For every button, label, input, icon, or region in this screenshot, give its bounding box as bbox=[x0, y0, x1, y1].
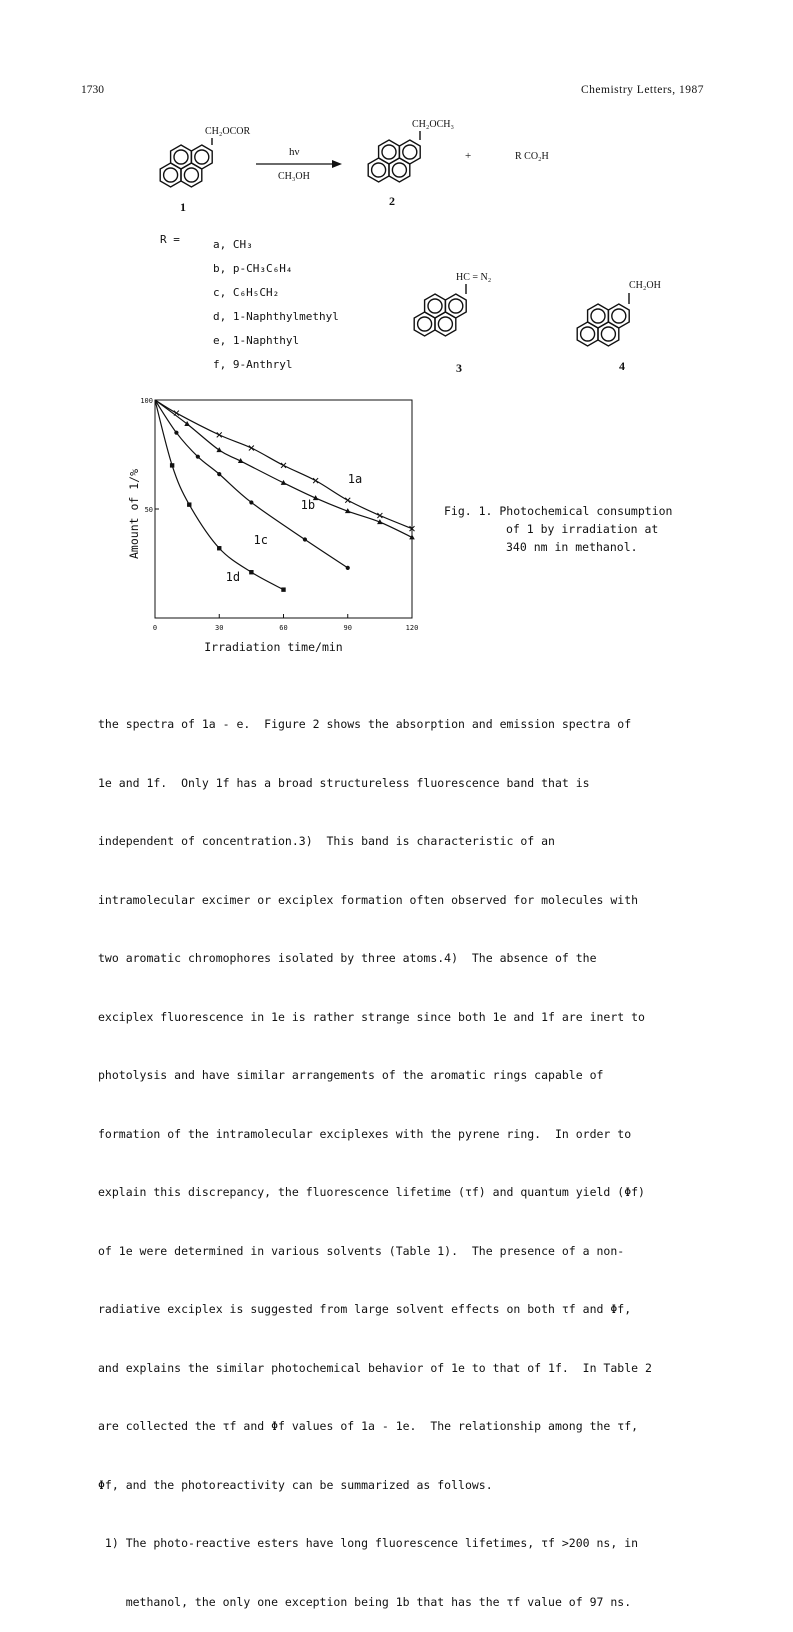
data-point-1a bbox=[313, 478, 318, 483]
reaction-scheme bbox=[0, 0, 793, 390]
arrow-bottom-label: CH₃OH bbox=[278, 171, 310, 182]
body-line: of 1e were determined in various solvents (Table 1). The presence of a non- bbox=[98, 1243, 625, 1258]
data-point-1c bbox=[196, 455, 200, 459]
page-number: 1730 bbox=[81, 84, 104, 96]
data-point-1a bbox=[377, 513, 382, 518]
body-line: 1e and 1f. Only 1f has a broad structureless fluorescence band that is bbox=[98, 775, 590, 790]
data-point-1d bbox=[187, 502, 191, 506]
compound3-substituent: HC = N₂ bbox=[456, 272, 492, 283]
r-equals: R = bbox=[160, 233, 180, 246]
pyrene-structure-4 bbox=[577, 304, 629, 346]
r-group-a: a, CH₃ bbox=[213, 238, 253, 251]
data-point-1d bbox=[217, 546, 221, 550]
series-line-1a bbox=[155, 400, 412, 529]
caption-line-3: 340 nm in methanol. bbox=[506, 540, 638, 554]
x-tick-label: 0 bbox=[152, 624, 158, 632]
pyrene-structure-3 bbox=[414, 294, 466, 336]
caption-line-1: Fig. 1. Photochemical consumption bbox=[444, 504, 673, 518]
y-tick-label: 50 bbox=[144, 506, 153, 514]
figure-caption bbox=[444, 502, 672, 556]
body-line: two aromatic chromophores isolated by three atoms.4) The absence of the bbox=[98, 951, 597, 965]
compound4-substituent: CH₂OH bbox=[629, 280, 661, 291]
plus-sign: + bbox=[465, 150, 472, 162]
product-substituent: CH₂OCH₃ bbox=[412, 119, 454, 130]
series-line-1c bbox=[155, 400, 348, 568]
byproduct: R CO₂H bbox=[515, 151, 549, 162]
compound-label-2: 2 bbox=[389, 194, 395, 208]
body-line: 1) The photo-reactive esters have long fluorescence lifetimes, τf >200 ns, in bbox=[98, 1536, 639, 1550]
compound-label-4: 4 bbox=[619, 359, 625, 373]
data-point-1b bbox=[216, 447, 222, 452]
data-point-1a bbox=[281, 463, 286, 468]
pyrene-structure-1 bbox=[160, 145, 212, 187]
series-line-1b bbox=[155, 400, 412, 537]
body-line: formation of the intramolecular exciplexes with the pyrene ring. In order to bbox=[98, 1126, 632, 1141]
body-line: are collected the τf and Φf values of 1a - 1e. The relationship among the τf, bbox=[98, 1419, 639, 1433]
compound-label-1: 1 bbox=[180, 200, 186, 214]
x-tick-label: 120 bbox=[405, 624, 419, 632]
x-axis-label: Irradiation time/min bbox=[204, 640, 343, 654]
r-group-c: c, C₆H₅CH₂ bbox=[213, 286, 280, 299]
data-point-1d bbox=[249, 570, 253, 574]
body-line: intramolecular excimer or exciplex formation often observed for molecules with bbox=[98, 892, 639, 907]
body-line: explain this discrepancy, the fluorescence lifetime (τf) and quantum yield (Φf) bbox=[98, 1185, 645, 1199]
body-line: photolysis and have similar arrangements of the aromatic rings capable of bbox=[98, 1068, 604, 1082]
series-label-1c: 1c bbox=[253, 532, 268, 547]
series-label-1a: 1a bbox=[347, 471, 363, 486]
pyrene-structure-2 bbox=[368, 140, 420, 182]
r-group-e: e, 1-Naphthyl bbox=[213, 334, 300, 347]
r-group-d: d, 1-Naphthylmethyl bbox=[213, 310, 339, 323]
plot-frame bbox=[155, 400, 412, 618]
y-tick-label: 100 bbox=[140, 397, 153, 405]
journal-name: Chemistry Letters, 1987 bbox=[581, 84, 704, 96]
data-point-1c bbox=[303, 537, 307, 541]
series-label-1b: 1b bbox=[300, 498, 316, 512]
data-point-1d bbox=[170, 463, 174, 467]
x-tick-label: 60 bbox=[279, 624, 288, 632]
data-point-1a bbox=[249, 445, 254, 450]
reactant-substituent: CH₂OCOR bbox=[205, 126, 251, 137]
data-point-1c bbox=[174, 431, 178, 435]
body-line: exciplex fluorescence in 1e is rather strange since both 1e and 1f are inert to bbox=[98, 1009, 645, 1024]
data-point-1c bbox=[249, 500, 253, 504]
data-point-1d bbox=[281, 587, 285, 591]
body-line: and explains the similar photochemical behavior of 1e to that of 1f. In Table 2 bbox=[98, 1360, 652, 1375]
r-group-list bbox=[213, 233, 339, 377]
data-point-1c bbox=[217, 472, 221, 476]
series-line-1d bbox=[155, 400, 284, 590]
body-line: radiative exciplex is suggested from large solvent effects on both τf and Φf, bbox=[98, 1302, 632, 1316]
compound-label-3: 3 bbox=[456, 361, 462, 375]
data-point-1a bbox=[217, 432, 222, 437]
r-group-b: b, p-CH₃C₆H₄ bbox=[213, 262, 293, 275]
x-tick-label: 90 bbox=[343, 624, 352, 632]
body-line: Φf, and the photoreactivity can be summarized as follows. bbox=[98, 1477, 493, 1492]
caption-line-2: of 1 by irradiation at bbox=[506, 522, 659, 536]
arrow-top-label: hν bbox=[289, 146, 300, 158]
series-label-1d: 1d bbox=[225, 569, 241, 584]
body-line: the spectra of 1a - e. Figure 2 shows the absorption and emission spectra of bbox=[98, 717, 632, 731]
body-line: independent of concentration.3) This band is characteristic of an bbox=[98, 834, 555, 848]
data-point-1a bbox=[345, 498, 350, 503]
x-tick-label: 30 bbox=[215, 624, 224, 632]
body-text bbox=[98, 676, 708, 1632]
data-point-1c bbox=[346, 566, 350, 570]
r-group-f: f, 9-Anthryl bbox=[213, 358, 293, 371]
body-line: methanol, the only one exception being 1b that has the τf value of 97 ns. bbox=[98, 1594, 632, 1609]
y-axis-label: Amount of 1/% bbox=[127, 468, 141, 560]
consumption-chart bbox=[0, 390, 793, 660]
